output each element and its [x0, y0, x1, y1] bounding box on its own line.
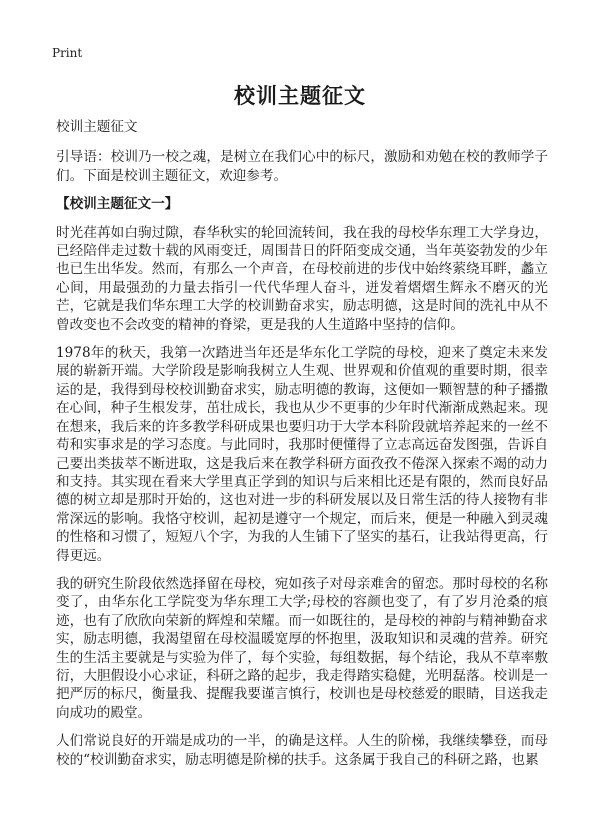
body-paragraph-2: 1978年的秋天，我第一次踏进当年还是华东化工学院的母校，迎来了奠定未来发展的崭新开端。大学阶段是影响我树立人生观、世界观和价值观的重要时期，很幸运的是，我得到母校校训勤奋求实，励志明德的教诲，这便如一颗智慧的种子播撒在心间，种子生根发芽，茁壮成长，我也从少不更事的少年时代渐渐成熟起来。现在想来，我后来的许多教学科研成果也要归功于大学本科阶段就培养起来的一丝不苟和实事求是的学习态度。与此同时，我那时便懂得了立志高远奋发图强，告诉自己要出类拔萃不断进取，这是我后来在教学科研方面孜孜不倦深入探索不竭的动力和支持。其实现在看来大学里真正学到的知识与后来相比还是有限的，然而良好品德的树立却是那时开始的，这也对进一步的科研发展以及日常生活的待人接物有非常深远的影响。我恪守校训，起初是遵守一个规定，而后来，便是一种融入到灵魂的性格和习惯了，短短八个字，为我的人生铺下了坚实的基石，让我站得更高，行得更远。: [56, 345, 548, 564]
body-paragraph-4: 人们常说良好的开端是成功的一半，的确是这样。人生的阶梯，我继续攀登，而母校的“校训勤奋求实，励志明德是阶梯的扶手。这条属于我自己的科研之路，也累: [56, 733, 548, 768]
body-paragraph-1: 时光荏苒如白驹过隙，春华秋实的轮回流转间，我在我的母校华东理工大学身边，已经陪伴走过数十载的风雨变迁，周围昔日的阡陌变成交通，当年英姿勃发的少年也已生出华发。然而，有那么一个声音，在母校前进的步伐中始终萦绕耳畔，蠡立心间，用最强劲的力量去指引一代代华理人奋斗，迸发着熠熠生辉永不磨灭的光芒，它就是我们华东理工大学的校训勤奋求实，励志明德，这是时间的洗礼中从不曾改变也不会改变的精神的脊梁，更是我的人生道路中坚持的信仰。: [56, 224, 548, 333]
article-body: [56, 118, 548, 779]
print-link[interactable]: Print: [52, 46, 83, 60]
body-paragraph-3: 我的研究生阶段依然选择留在母校，宛如孩子对母亲难舍的留恋。那时母校的名称变了，由华东化工学院变为华东理工大学;母校的容颜也变了，有了岁月沧桑的痕迹，也有了欣欣向荣新的辉煌和荣耀。而一如既往的，是母校的神韵与精神勤奋求实，励志明德，我渴望留在母校温暖宽厚的怀抱里，汲取知识和灵魂的营养。研究生的生活主要就是与实验为伴了，每个实验，每组数据，每个结论，我从不草率敷衍，大胆假设小心求证，科研之路的起步，我走得踏实稳健，光明磊落。校训是一把严厉的标尺，衡量我、提醒我要谨言慎行，校训也是母校慈爱的眼睛，目送我走向成功的殿堂。: [56, 575, 548, 721]
document-title: 校训主题征文: [234, 83, 366, 108]
article-subtitle: 校训主题征文: [56, 119, 138, 135]
section-heading: 【校训主题征文一】: [56, 196, 179, 213]
intro-paragraph: 引导语：校训乃一校之魂，是树立在我们心中的标尺，激励和劝勉在校的教师学子们。下面是校训主题征文，欢迎参考。: [56, 149, 548, 184]
